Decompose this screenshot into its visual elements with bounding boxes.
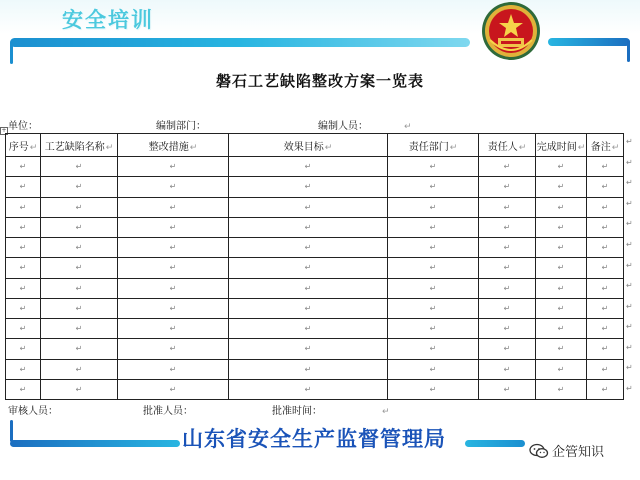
table-cell[interactable]: ↵ [536,379,587,399]
table-cell[interactable]: ↵ [587,177,624,197]
table-cell[interactable]: ↵ [479,238,536,258]
table-cell[interactable]: ↵ [536,298,587,318]
table-cell[interactable]: ↵ [118,197,229,217]
table-move-handle[interactable]: + [1,127,7,134]
dept-field [156,117,206,132]
table-cell[interactable]: ↵ [388,339,479,359]
table-cell[interactable]: ↵ [41,157,118,177]
table-cell[interactable]: ↵ [41,339,118,359]
table-cell[interactable]: ↵ [587,157,624,177]
author-field [318,117,412,132]
table-cell[interactable]: ↵ [536,258,587,278]
table-cell[interactable]: ↵ [118,238,229,258]
footer-organization: 山东省安全生产监督管理局 [182,427,446,451]
col-header: 责任部门↵ [388,134,479,157]
table-cell[interactable]: ↵ [6,157,41,177]
table-cell[interactable]: ↵ [587,339,624,359]
table-cell[interactable]: ↵ [229,319,388,339]
table-cell[interactable]: ↵ [388,217,479,237]
table-cell[interactable]: ↵ [118,217,229,237]
approve-time-label: 批准时间： [272,406,322,417]
table-cell[interactable]: ↵ [388,298,479,318]
table-cell[interactable]: ↵ [6,379,41,399]
table-cell[interactable]: ↵ [388,359,479,379]
reviewer-label: 审核人员： [8,406,58,417]
row-end-mark: ↵ [626,137,633,147]
table-cell[interactable]: ↵ [41,217,118,237]
table-cell[interactable]: ↵ [229,157,388,177]
table-cell[interactable]: ↵ [6,238,41,258]
watermark [529,441,604,460]
footer-bar-left [10,440,180,447]
table-cell[interactable]: ↵ [587,379,624,399]
table-cell[interactable]: ↵ [479,319,536,339]
table-row [6,177,624,197]
table-cell[interactable]: ↵ [118,319,229,339]
header-bar-right [548,38,630,46]
table-cell[interactable]: ↵ [6,339,41,359]
table-cell[interactable]: ↵ [479,359,536,379]
table-cell[interactable]: ↵ [118,278,229,298]
row-end-mark: ↵ [626,157,633,167]
table-cell[interactable]: ↵ [41,319,118,339]
table-cell[interactable]: ↵ [536,319,587,339]
table-cell[interactable]: ↵ [229,339,388,359]
table-cell[interactable]: ↵ [41,359,118,379]
table-row [6,339,624,359]
row-end-mark: ↵ [626,219,633,229]
table-cell[interactable]: ↵ [536,197,587,217]
table-cell[interactable]: ↵ [6,278,41,298]
row-end-mark: ↵ [626,301,633,311]
col-header: 整改措施↵ [118,134,229,157]
table-cell[interactable]: ↵ [118,258,229,278]
table-cell[interactable]: ↵ [229,359,388,379]
table-cell[interactable]: ↵ [479,298,536,318]
table-cell[interactable]: ↵ [479,197,536,217]
table-cell[interactable]: ↵ [41,298,118,318]
table-cell[interactable]: ↵ [118,339,229,359]
table-cell[interactable]: ↵ [587,217,624,237]
table-cell[interactable]: ↵ [41,278,118,298]
table-cell[interactable]: ↵ [479,157,536,177]
col-header: 责任人↵ [479,134,536,157]
table-cell[interactable]: ↵ [479,379,536,399]
table-cell[interactable]: ↵ [6,359,41,379]
table-row [6,238,624,258]
row-end-mark: ↵ [626,281,633,291]
table-cell[interactable]: ↵ [536,217,587,237]
table-cell[interactable]: ↵ [118,359,229,379]
table-cell[interactable]: ↵ [587,359,624,379]
footer-bracket-left [10,420,13,442]
author-label: 编制人员： [318,121,368,132]
table-cell[interactable]: ↵ [587,319,624,339]
table-cell[interactable]: ↵ [388,238,479,258]
defect-table [5,133,624,400]
table-header-row [6,134,624,157]
table-cell[interactable]: ↵ [587,238,624,258]
table-cell[interactable]: ↵ [229,278,388,298]
table-cell[interactable]: ↵ [536,278,587,298]
reviewer-field [8,402,58,417]
table-cell[interactable]: ↵ [6,298,41,318]
table-cell[interactable]: ↵ [6,217,41,237]
approver-label: 批准人员： [143,406,193,417]
table-cell[interactable]: ↵ [6,197,41,217]
table-cell[interactable]: ↵ [118,157,229,177]
table-row [6,379,624,399]
row-end-mark: ↵ [626,198,633,208]
table-cell[interactable]: ↵ [587,298,624,318]
table-cell[interactable]: ↵ [41,238,118,258]
row-end-mark: ↵ [626,383,633,393]
table-row [6,278,624,298]
col-header: 完成时间↵ [536,134,587,157]
approver-field [143,402,193,417]
table-cell[interactable]: ↵ [6,319,41,339]
footer-bar-right [465,440,525,447]
table-cell[interactable]: ↵ [6,177,41,197]
table-cell[interactable]: ↵ [41,379,118,399]
table-row [6,319,624,339]
table-cell[interactable]: ↵ [388,157,479,177]
row-end-mark: ↵ [626,178,633,188]
row-end-marks [626,133,636,400]
header-bracket-right [627,40,630,62]
table-cell[interactable]: ↵ [479,258,536,278]
row-end-mark: ↵ [626,322,633,332]
header-title: 安全培训 [62,8,154,32]
table-cell[interactable]: ↵ [229,298,388,318]
document-title: 磐石工艺缺陷整改方案一览表 [215,72,424,90]
paragraph-mark: ↵ [382,407,390,417]
header-bar-left [10,38,470,47]
table-cell[interactable]: ↵ [479,339,536,359]
table-cell[interactable]: ↵ [587,258,624,278]
table-cell[interactable]: ↵ [388,319,479,339]
table-cell[interactable]: ↵ [479,278,536,298]
col-header: 备注↵ [587,134,624,157]
table-cell[interactable]: ↵ [587,278,624,298]
table-cell[interactable]: ↵ [229,379,388,399]
table-cell[interactable]: ↵ [388,258,479,278]
unit-label: 单位： [8,121,38,132]
table-cell[interactable]: ↵ [229,238,388,258]
table-cell[interactable]: ↵ [479,177,536,197]
dept-label: 编制部门： [156,121,206,132]
table-cell[interactable]: ↵ [536,339,587,359]
table-cell[interactable]: ↵ [229,197,388,217]
table-cell[interactable]: ↵ [118,177,229,197]
table-cell[interactable]: ↵ [536,359,587,379]
table-cell[interactable]: ↵ [41,197,118,217]
table-cell[interactable]: ↵ [41,258,118,278]
col-header: 效果目标↵ [229,134,388,157]
table-cell[interactable]: ↵ [229,177,388,197]
row-end-mark: ↵ [626,239,633,249]
table-cell[interactable]: ↵ [536,157,587,177]
table-cell[interactable]: ↵ [118,379,229,399]
table-row [6,157,624,177]
table-cell[interactable]: ↵ [479,217,536,237]
row-end-mark: ↵ [626,342,633,352]
table-cell[interactable]: ↵ [118,298,229,318]
table-cell[interactable]: ↵ [536,238,587,258]
col-header: 工艺缺陷名称↵ [41,134,118,157]
table-cell[interactable]: ↵ [388,177,479,197]
table-cell[interactable]: ↵ [388,379,479,399]
approve-time-field [272,402,390,417]
table-cell[interactable]: ↵ [536,177,587,197]
table-cell[interactable]: ↵ [229,258,388,278]
defect-table-body [6,157,624,400]
table-row [6,197,624,217]
table-cell[interactable]: ↵ [229,217,388,237]
table-cell[interactable]: ↵ [388,197,479,217]
table-row [6,258,624,278]
paragraph-mark: ↵ [404,122,412,132]
row-end-mark: ↵ [626,260,633,270]
row-end-mark: ↵ [626,363,633,373]
table-cell[interactable]: ↵ [587,197,624,217]
table-cell[interactable]: ↵ [388,278,479,298]
watermark-text: 企管知识 [552,445,605,460]
table-cell[interactable]: ↵ [6,258,41,278]
table-row [6,217,624,237]
header-bracket-left [10,42,13,64]
col-header: 序号↵ [6,134,41,157]
table-row [6,359,624,379]
table-cell[interactable]: ↵ [41,177,118,197]
wechat-icon [529,443,549,459]
table-row [6,298,624,318]
emblem-icon [474,0,548,62]
unit-field [8,117,38,132]
